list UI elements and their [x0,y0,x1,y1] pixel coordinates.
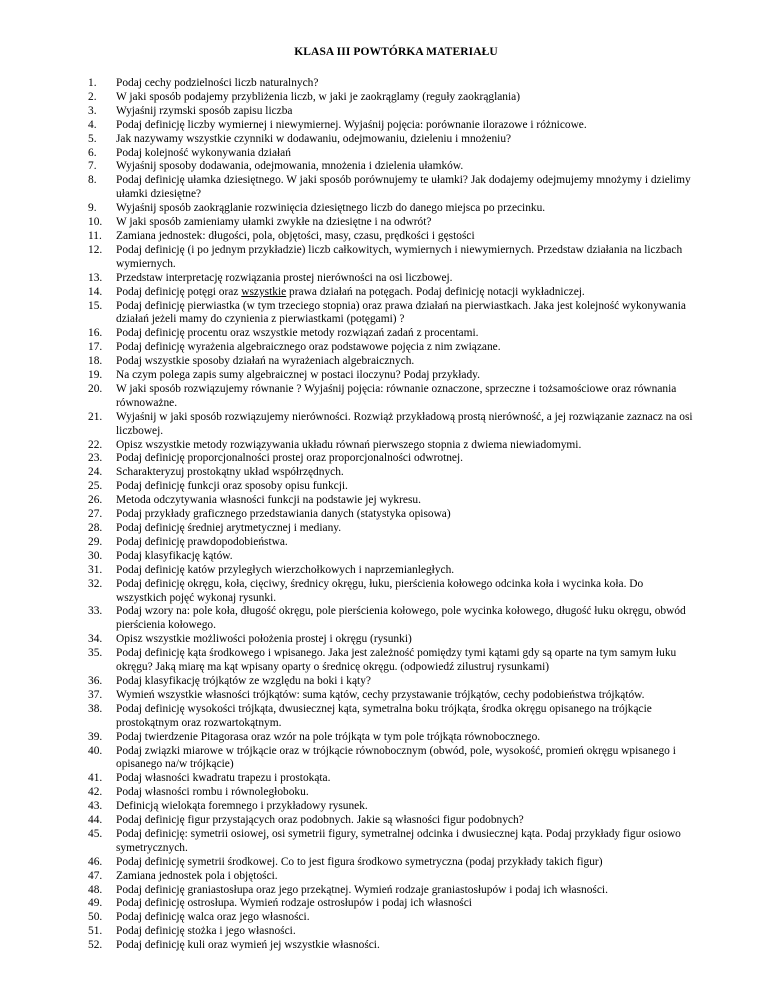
item-text: W jaki sposób rozwiązujemy równanie ? Wyjaśnij pojęcia: równanie oznaczone, sprzeczne i tożsamościowe oraz równania równoważne. [116,382,677,409]
item-number: 4. [88,118,97,131]
item-number: 28. [88,522,103,534]
item-text: Podaj definicję symetrii środkowej. Co to jest figura środkowo symetryczna (podaj przykłady takich figur) [116,855,603,868]
item-number: 34. [88,633,103,646]
item-number: 48. [88,883,103,896]
list-item [88,411,696,439]
list-item [88,814,696,828]
list-item [88,105,696,119]
item-text: W jaki sposób zamieniamy ułamki zwykłe na dziesiętne i na odwrót? [116,216,432,229]
list-item [88,800,696,814]
list-item [88,578,696,606]
item-number: 35. [88,647,103,660]
list-item [88,230,696,244]
item-text [116,286,585,298]
item-number: 18. [88,355,103,368]
item-number: 23. [88,452,103,465]
item-number: 12. [88,243,103,256]
item-text: Podaj definicję proporcjonalności prostej oraz proporcjonalności odwrotnej. [116,452,463,465]
item-text: Definicją wielokąta foremnego i przykładowy rysunek. [116,800,368,813]
item-text: Wyjaśnij w jaki sposób rozwiązujemy nierówności. Rozwiąż przykładową prostą nierówność, a jej rozwiązanie zaznacz na osi liczbowej. [116,410,693,437]
item-text: Podaj kolejność wykonywania działań [116,146,291,159]
item-number: 6. [88,146,97,159]
underlined-word: wszystkie [241,285,287,298]
item-text: Podaj własności kwadratu trapezu i prostokąta. [116,772,331,785]
item-text: Podaj klasyfikację trójkątów ze względu na boki i kąty? [116,674,371,687]
list-item [88,772,696,786]
list-item [88,925,696,939]
item-text: Podaj definicję ułamka dziesiętnego. W jaki sposób porównujemy te ułamki? Jak dodajemy odejmujemy mnożymy i dzielimy ułamki dziesiętne? [116,174,691,201]
item-text: Podaj wzory na: pole koła, długość okręgu, pole pierścienia kołowego, pole wycinka kołowego, długość łuku okręgu, obwód pierścienia kołowego. [116,605,686,632]
item-text: Zamiana jednostek: długości, pola, objętości, masy, czasu, prędkości i gęstości [116,229,475,242]
list-item [88,383,696,411]
list-item [88,522,696,536]
item-text: Podaj definicję ostrosłupa. Wymień rodzaje ostrosłupów i podaj ich własności [116,897,472,910]
list-item [88,160,696,174]
item-number: 13. [88,271,103,284]
item-number: 17. [88,341,103,354]
item-number: 16. [88,327,103,340]
list-item [88,216,696,230]
item-number: 39. [88,730,103,743]
list-item [88,731,696,745]
list-item [88,828,696,856]
list-item [88,480,696,494]
item-text: Podaj definicję graniastosłupa oraz jego przekątnej. Wymień rodzaje graniastosłupów i podaj ich własności. [116,883,608,896]
list-item [88,286,696,300]
item-text: Podaj definicję wyrażenia algebraicznego oraz podstawowe pojęcia z nim związane. [116,341,501,354]
list-item [88,147,696,161]
list-item [88,341,696,355]
item-number: 11. [88,229,102,242]
list-item [88,939,696,953]
item-number: 27. [88,508,103,521]
list-item [88,564,696,578]
item-number: 33. [88,605,103,618]
item-number: 47. [88,869,103,882]
item-text: Podaj twierdzenie Pitagorasa oraz wzór na pole trójkąta w tym pole trójkąta równobocznego. [116,730,541,743]
item-number: 2. [88,90,97,103]
item-number: 38. [88,702,103,715]
item-text-part: prawa działań na potęgach. Podaj definicję notacji wykładniczej. [286,285,585,298]
list-item [88,355,696,369]
list-item [88,675,696,689]
item-text: Podaj definicję: symetrii osiowej, osi symetrii figury, symetralnej odcinka i dwusiecznej kąta. Podaj przykłady figur osiowo symetrycznych. [116,827,681,854]
item-number: 15. [88,299,103,312]
item-number: 22. [88,438,103,451]
item-number: 14. [88,285,103,298]
list-item [88,605,696,633]
item-number: 36. [88,674,103,687]
item-number: 8. [88,174,97,187]
item-number: 21. [88,410,103,423]
item-text: Wymień wszystkie własności trójkątów: suma kątów, cechy przystawanie trójkątów, cechy podobieństwa trójkątów. [116,688,645,701]
item-number: 41. [88,772,103,785]
item-text: Podaj związki miarowe w trójkącie oraz w trójkącie równobocznym (obwód, pole, wysokość, promień okręgu wpisanego i opisanego na/w trójkącie) [116,744,676,771]
item-text: Podaj definicję wysokości trójkąta, dwusiecznej kąta, symetralna boku trójkąta, środka okręgu opisanego na trójkącie prostokątnym oraz rozwartokątnym. [116,702,652,729]
item-number: 37. [88,688,103,701]
item-number: 9. [88,202,97,215]
item-text: Podaj definicję okręgu, koła, cięciwy, średnicy okręgu, łuku, pierścienia kołowego odcinka koła i wycinka koła. Do wszystkich pojęć wykonaj rysunki. [116,577,644,604]
item-text: Podaj własności rombu i równoległoboku. [116,786,309,799]
item-text: Scharakteryzuj prostokątny układ współrzędnych. [116,466,344,479]
item-text: Podaj definicję liczby wymiernej i niewymiernej. Wyjaśnij pojęcia: porównanie ilorazowe i różnicowe. [116,118,587,131]
list-item [88,856,696,870]
list-item [88,77,696,91]
list-item [88,174,696,202]
list-item [88,536,696,550]
list-item [88,745,696,773]
list-item [88,439,696,453]
question-list [88,77,696,953]
item-text: Podaj definicję funkcji oraz sposoby opisu funkcji. [116,480,348,493]
item-text: Podaj klasyfikację kątów. [116,549,233,562]
item-number: 43. [88,800,103,813]
item-text: Metoda odczytywania własności funkcji na podstawie jej wykresu. [116,494,421,507]
item-text: Podaj wszystkie sposoby działań na wyrażeniach algebraicznych. [116,355,415,368]
item-text: Podaj cechy podzielności liczb naturalnych? [116,77,319,89]
list-item [88,508,696,522]
item-text: Podaj definicję walca oraz jego własności. [116,911,310,924]
item-number: 19. [88,369,103,382]
item-text: Podaj definicję pierwiastka (w tym trzeciego stopnia) oraz prawa działań na pierwiastkach. Jaka jest kolejność wykonywania działań jeżeli mamy do czynienia z pierwiastkami (potęgami) ? [116,299,686,326]
item-number: 3. [88,104,97,117]
item-text-part: Podaj definicję potęgi oraz [116,285,242,298]
item-text: Wyjaśnij sposób zaokrąglanie rozwinięcia dziesiętnego liczb do danego miejsca po przecinku. [116,202,546,215]
item-text: Wyjaśnij sposoby dodawania, odejmowania, mnożenia i dzielenia ułamków. [116,160,464,173]
item-number: 46. [88,855,103,868]
item-number: 26. [88,494,103,507]
item-number: 45. [88,827,103,840]
list-item [88,133,696,147]
list-item [88,327,696,341]
item-number: 10. [88,216,103,229]
list-item [88,272,696,286]
list-item [88,884,696,898]
list-item [88,244,696,272]
item-text: Podaj definicję katów przyległych wierzchołkowych i naprzemianległych. [116,563,455,576]
item-number: 44. [88,814,103,827]
item-number: 52. [88,939,103,952]
list-item [88,647,696,675]
list-item [88,494,696,508]
list-item [88,786,696,800]
item-number: 7. [88,160,97,173]
list-item [88,550,696,564]
item-number: 32. [88,577,103,590]
list-item [88,689,696,703]
item-text: W jaki sposób podajemy przybliżenia liczb, w jaki je zaokrąglamy (reguły zaokrąglania) [116,90,521,103]
list-item [88,703,696,731]
list-item [88,911,696,925]
list-item [88,897,696,911]
item-text: Podaj definicję prawdopodobieństwa. [116,535,288,548]
item-text: Na czym polega zapis sumy algebraicznej w postaci iloczynu? Podaj przykłady. [116,369,480,382]
list-item [88,466,696,480]
item-text: Podaj definicję stożka i jego własności. [116,925,296,938]
item-text: Podaj definicję (i po jednym przykładzie) liczb całkowitych, wymiernych i niewymiernych. Przedstaw działania na liczbach wymiernych. [116,243,683,270]
item-number: 1. [88,77,97,89]
item-number: 40. [88,744,103,757]
document-title: KLASA III POWTÓRKA MATERIAŁU [294,46,498,58]
item-number: 51. [88,925,103,938]
list-item [88,119,696,133]
item-number: 25. [88,480,103,493]
item-number: 49. [88,897,103,910]
list-item [88,633,696,647]
item-text: Podaj definicję procentu oraz wszystkie metody rozwiązań zadań z procentami. [116,327,479,340]
item-text: Podaj definicję średniej arytmetycznej i mediany. [116,522,342,534]
item-text: Przedstaw interpretację rozwiązania prostej nierówności na osi liczbowej. [116,271,453,284]
item-text: Podaj definicję kuli oraz wymień jej wszystkie własności. [116,939,380,952]
item-text: Podaj definicję figur przystających oraz podobnych. Jakie są własności figur podobnych? [116,814,524,827]
item-text: Podaj definicję kąta środkowego i wpisanego. Jaka jest zależność pomiędzy tymi kątami gdy są oparte na tym samym łuku okręgu? Jaką miarę ma kąt wpisany oparty o średnicę okręgu. (odpowiedź zilustruj rysunkami) [116,647,677,674]
item-number: 20. [88,382,103,395]
list-item [88,369,696,383]
list-item [88,452,696,466]
list-item [88,202,696,216]
item-number: 50. [88,911,103,924]
list-item [88,300,696,328]
item-number: 31. [88,563,103,576]
item-number: 5. [88,132,97,145]
item-text: Wyjaśnij rzymski sposób zapisu liczba [116,104,293,117]
item-number: 42. [88,786,103,799]
item-number: 29. [88,535,103,548]
item-text: Opisz wszystkie możliwości położenia prostej i okręgu (rysunki) [116,633,412,646]
item-text: Opisz wszystkie metody rozwiązywania układu równań pierwszego stopnia z dwiema niewiadomymi. [116,438,582,451]
list-item [88,870,696,884]
item-text: Jak nazywamy wszystkie czynniki w dodawaniu, odejmowaniu, dzieleniu i mnożeniu? [116,132,512,145]
item-number: 30. [88,549,103,562]
item-text: Zamiana jednostek pola i objętości. [116,869,278,882]
item-number: 24. [88,466,103,479]
list-item [88,91,696,105]
item-text: Podaj przykłady graficznego przedstawiania danych (statystyka opisowa) [116,508,451,521]
